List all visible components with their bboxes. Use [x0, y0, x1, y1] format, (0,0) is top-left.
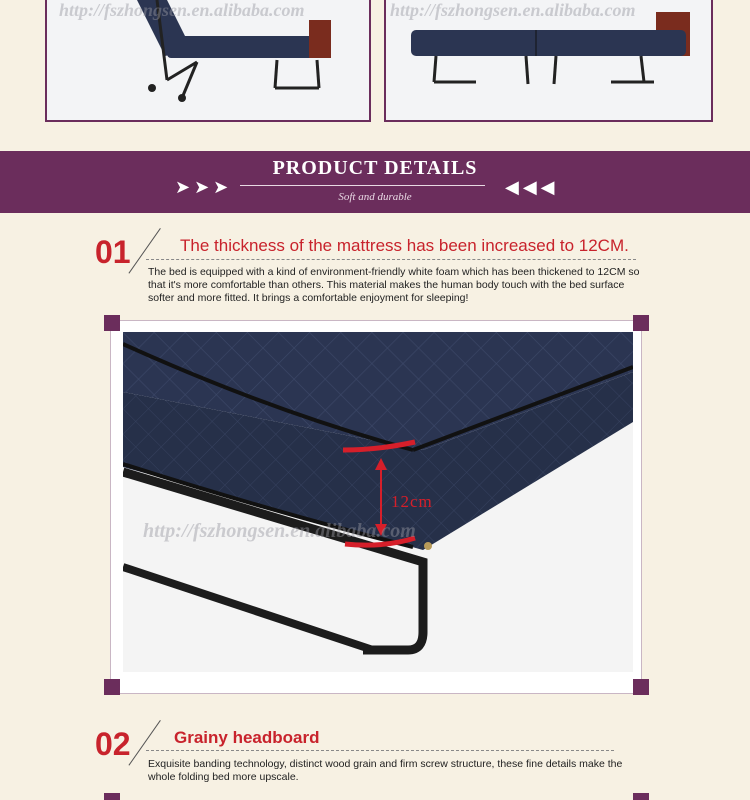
banner-subtitle: Soft and durable	[338, 191, 412, 203]
frame-corner	[633, 315, 649, 331]
frame-corner	[104, 679, 120, 695]
banner-title: PRODUCT DETAILS	[272, 157, 478, 179]
top-photo-strip	[0, 0, 750, 150]
mattress-thickness-photo	[123, 332, 633, 672]
section-number: 02	[95, 726, 131, 762]
frame-corner	[633, 793, 649, 800]
folding-bed-chair-photo	[45, 0, 371, 122]
watermark-text: http://fszhongsen.en.alibaba.com	[59, 0, 305, 20]
section-number: 01	[95, 234, 131, 270]
product-details-banner	[0, 151, 750, 213]
folding-bed-flat-photo	[384, 0, 713, 122]
left-arrows-icon: ➤➤➤	[175, 177, 233, 197]
frame-corner	[104, 315, 120, 331]
thickness-label: 12cm	[391, 492, 433, 511]
section-description: The bed is equipped with a kind of environment-friendly white foam which has been thickened to 12CM so that it's more comfortable than others. This material makes the human body touch with the bed surface softer and more fitted. It brings a comfortable enjoyment for sleeping!	[148, 266, 640, 304]
right-arrows-icon: ◀◀◀	[505, 177, 559, 197]
section-title: The thickness of the mattress has been increased to 12CM.	[180, 236, 629, 255]
mattress-closeup-illustration	[123, 332, 633, 672]
watermark-text: http://fszhongsen.en.alibaba.com	[390, 0, 636, 20]
dashed-divider	[146, 750, 614, 751]
watermark-text: http://fszhongsen.en.alibaba.com	[143, 520, 416, 542]
frame-corner	[104, 793, 120, 800]
section-description: Exquisite banding technology, distinct wood grain and firm screw structure, these fine details make the whole folding bed more upscale.	[148, 758, 623, 783]
section-title: Grainy headboard	[174, 728, 320, 747]
dashed-divider	[146, 259, 636, 260]
frame-corner	[633, 679, 649, 695]
banner-divider	[240, 185, 485, 186]
